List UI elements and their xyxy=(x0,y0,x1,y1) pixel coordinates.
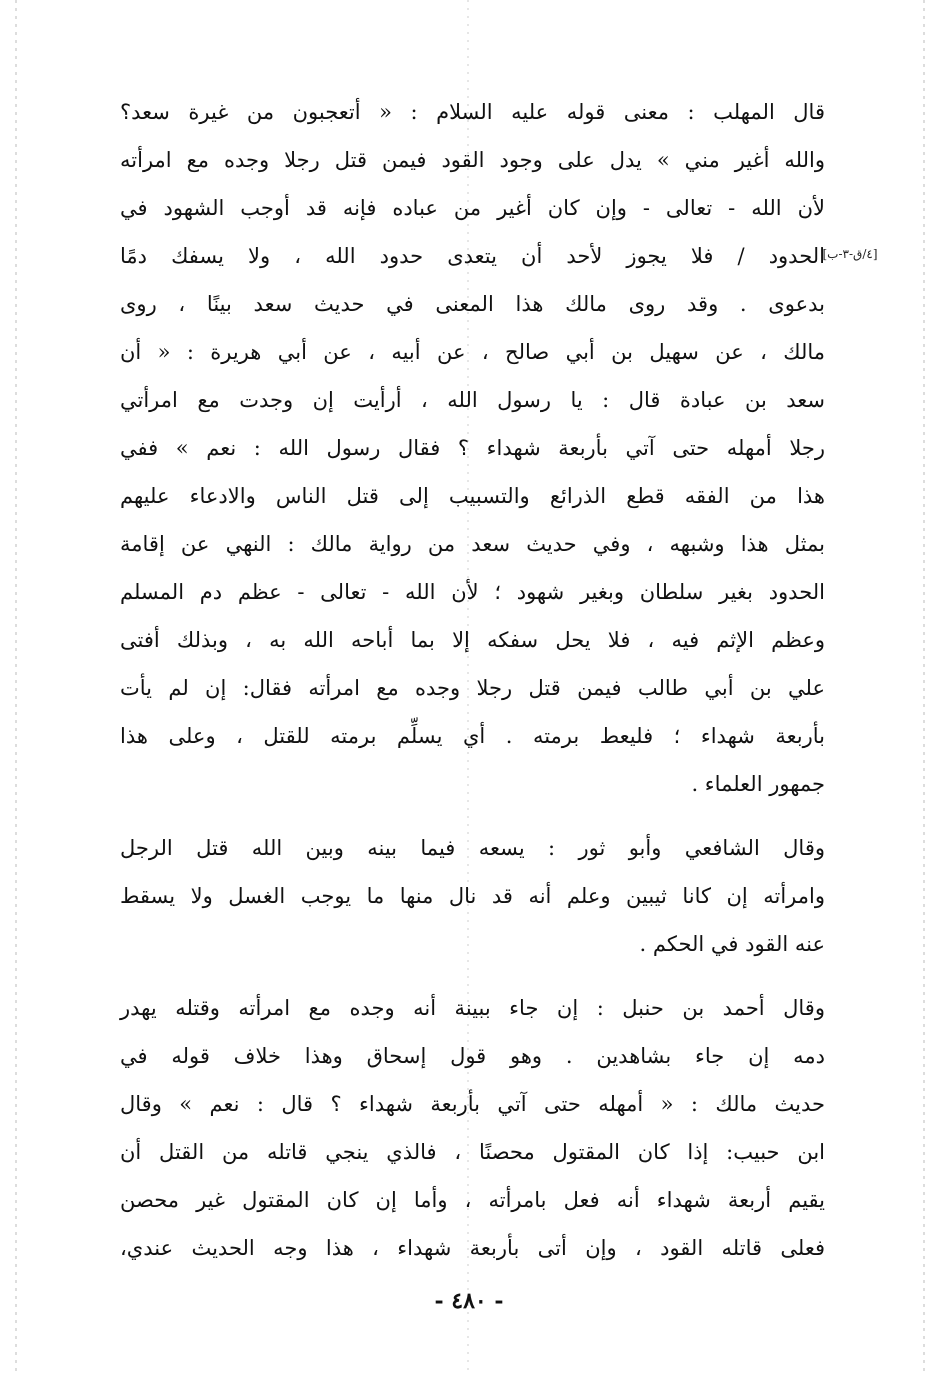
text-line: عنه القود في الحكم . xyxy=(639,932,825,956)
text-line: وامرأته إن كانا ثيبين وعلم أنه قد نال منها ما يوجب الغسل ولا يسقط xyxy=(120,884,825,908)
paragraph-gap xyxy=(120,808,825,824)
text-line: وقال الشافعي وأبو ثور : يسعه فيما بينه وبين الله قتل الرجل xyxy=(120,836,825,860)
manuscript-folio-note: [٤/ق-٣-ب] xyxy=(822,247,878,261)
paragraph-3 xyxy=(120,984,825,1272)
text-line: الحدود بغير سلطان وبغير شهود ؛ لأن الله - تعالى - عظم دم المسلم xyxy=(120,580,825,604)
text-line: ابن حبيب: إذا كان المقتول محصنًا ، فالذي ينجي قاتله من القتل أن xyxy=(120,1140,825,1164)
text-line: الحدود / فلا يجوز لأحد أن يتعدى حدود الله ، ولا يسفك دمًا xyxy=(120,244,825,268)
text-line: قال المهلب : معنى قوله عليه السلام : « أتعجبون من غيرة سعد؟ xyxy=(120,100,825,124)
text-line: سعد بن عبادة قال : يا رسول الله ، أرأيت إن وجدت مع امرأتي xyxy=(120,388,826,412)
text-line: بأربعة شهداء ؛ فليعط برمته . أي يسلِّم برمته للقتل ، وعلى هذا xyxy=(120,724,825,748)
text-line: بمثل هذا وشبهه ، وفي حديث سعد من رواية مالك : النهي عن إقامة xyxy=(120,532,825,556)
text-line: وعظم الإثم فيه ، فلا يحل سفكه إلا بما أباحه الله به ، وبذلك أفتى xyxy=(120,628,825,652)
text-line: يقيم أربعة شهداء أنه فعل بامرأته ، وأما إن كان المقتول غير محصن xyxy=(120,1188,825,1212)
text-line: هذا من الفقه قطع الذرائع والتسبيب إلى قتل الناس والادعاء عليهم xyxy=(120,484,825,508)
text-line: فعلى قاتله القود ، وإن أتى بأربعة شهداء ، هذا وجه الحديث عندي، xyxy=(120,1236,825,1260)
page-number: - ٤٨٠ - xyxy=(434,1288,504,1314)
text-line: وقال أحمد بن حنبل : إن جاء ببينة أنه وجده مع امرأته وقتله يهدر xyxy=(120,996,825,1020)
main-text xyxy=(120,88,825,1272)
text-line: لأن الله - تعالى - وإن كان أغير من عباده فإنه قد أوجب الشهود في xyxy=(120,196,825,220)
text-line: مالك ، عن سهيل بن أبي صالح ، عن أبيه ، عن أبي هريرة : « أن xyxy=(120,340,825,364)
text-line: علي بن أبي طالب فيمن قتل رجلا وجده مع امرأته فقال: إن لم يأت xyxy=(120,676,825,700)
text-line: بدعوى . وقد روى مالك هذا المعنى في حديث سعد بينًا ، روى xyxy=(120,292,825,316)
text-line: رجلا أمهله حتى آتي بأربعة شهداء ؟ فقال رسول الله : نعم » ففي xyxy=(120,436,825,460)
paragraph-2 xyxy=(120,824,825,968)
text-line: حديث مالك : « أمهله حتى آتي بأربعة شهداء ؟ قال : نعم » وقال xyxy=(120,1092,825,1116)
text-line: دمه إن جاء بشاهدين . وهو قول إسحاق وهذا خلاف قوله في xyxy=(120,1044,825,1068)
paragraph-gap xyxy=(120,968,825,984)
text-line: والله أغير مني » يدل على وجود القود فيمن قتل رجلا وجده مع امرأته xyxy=(120,148,825,172)
paragraph-1 xyxy=(120,88,825,808)
text-line: جمهور العلماء . xyxy=(691,772,825,796)
